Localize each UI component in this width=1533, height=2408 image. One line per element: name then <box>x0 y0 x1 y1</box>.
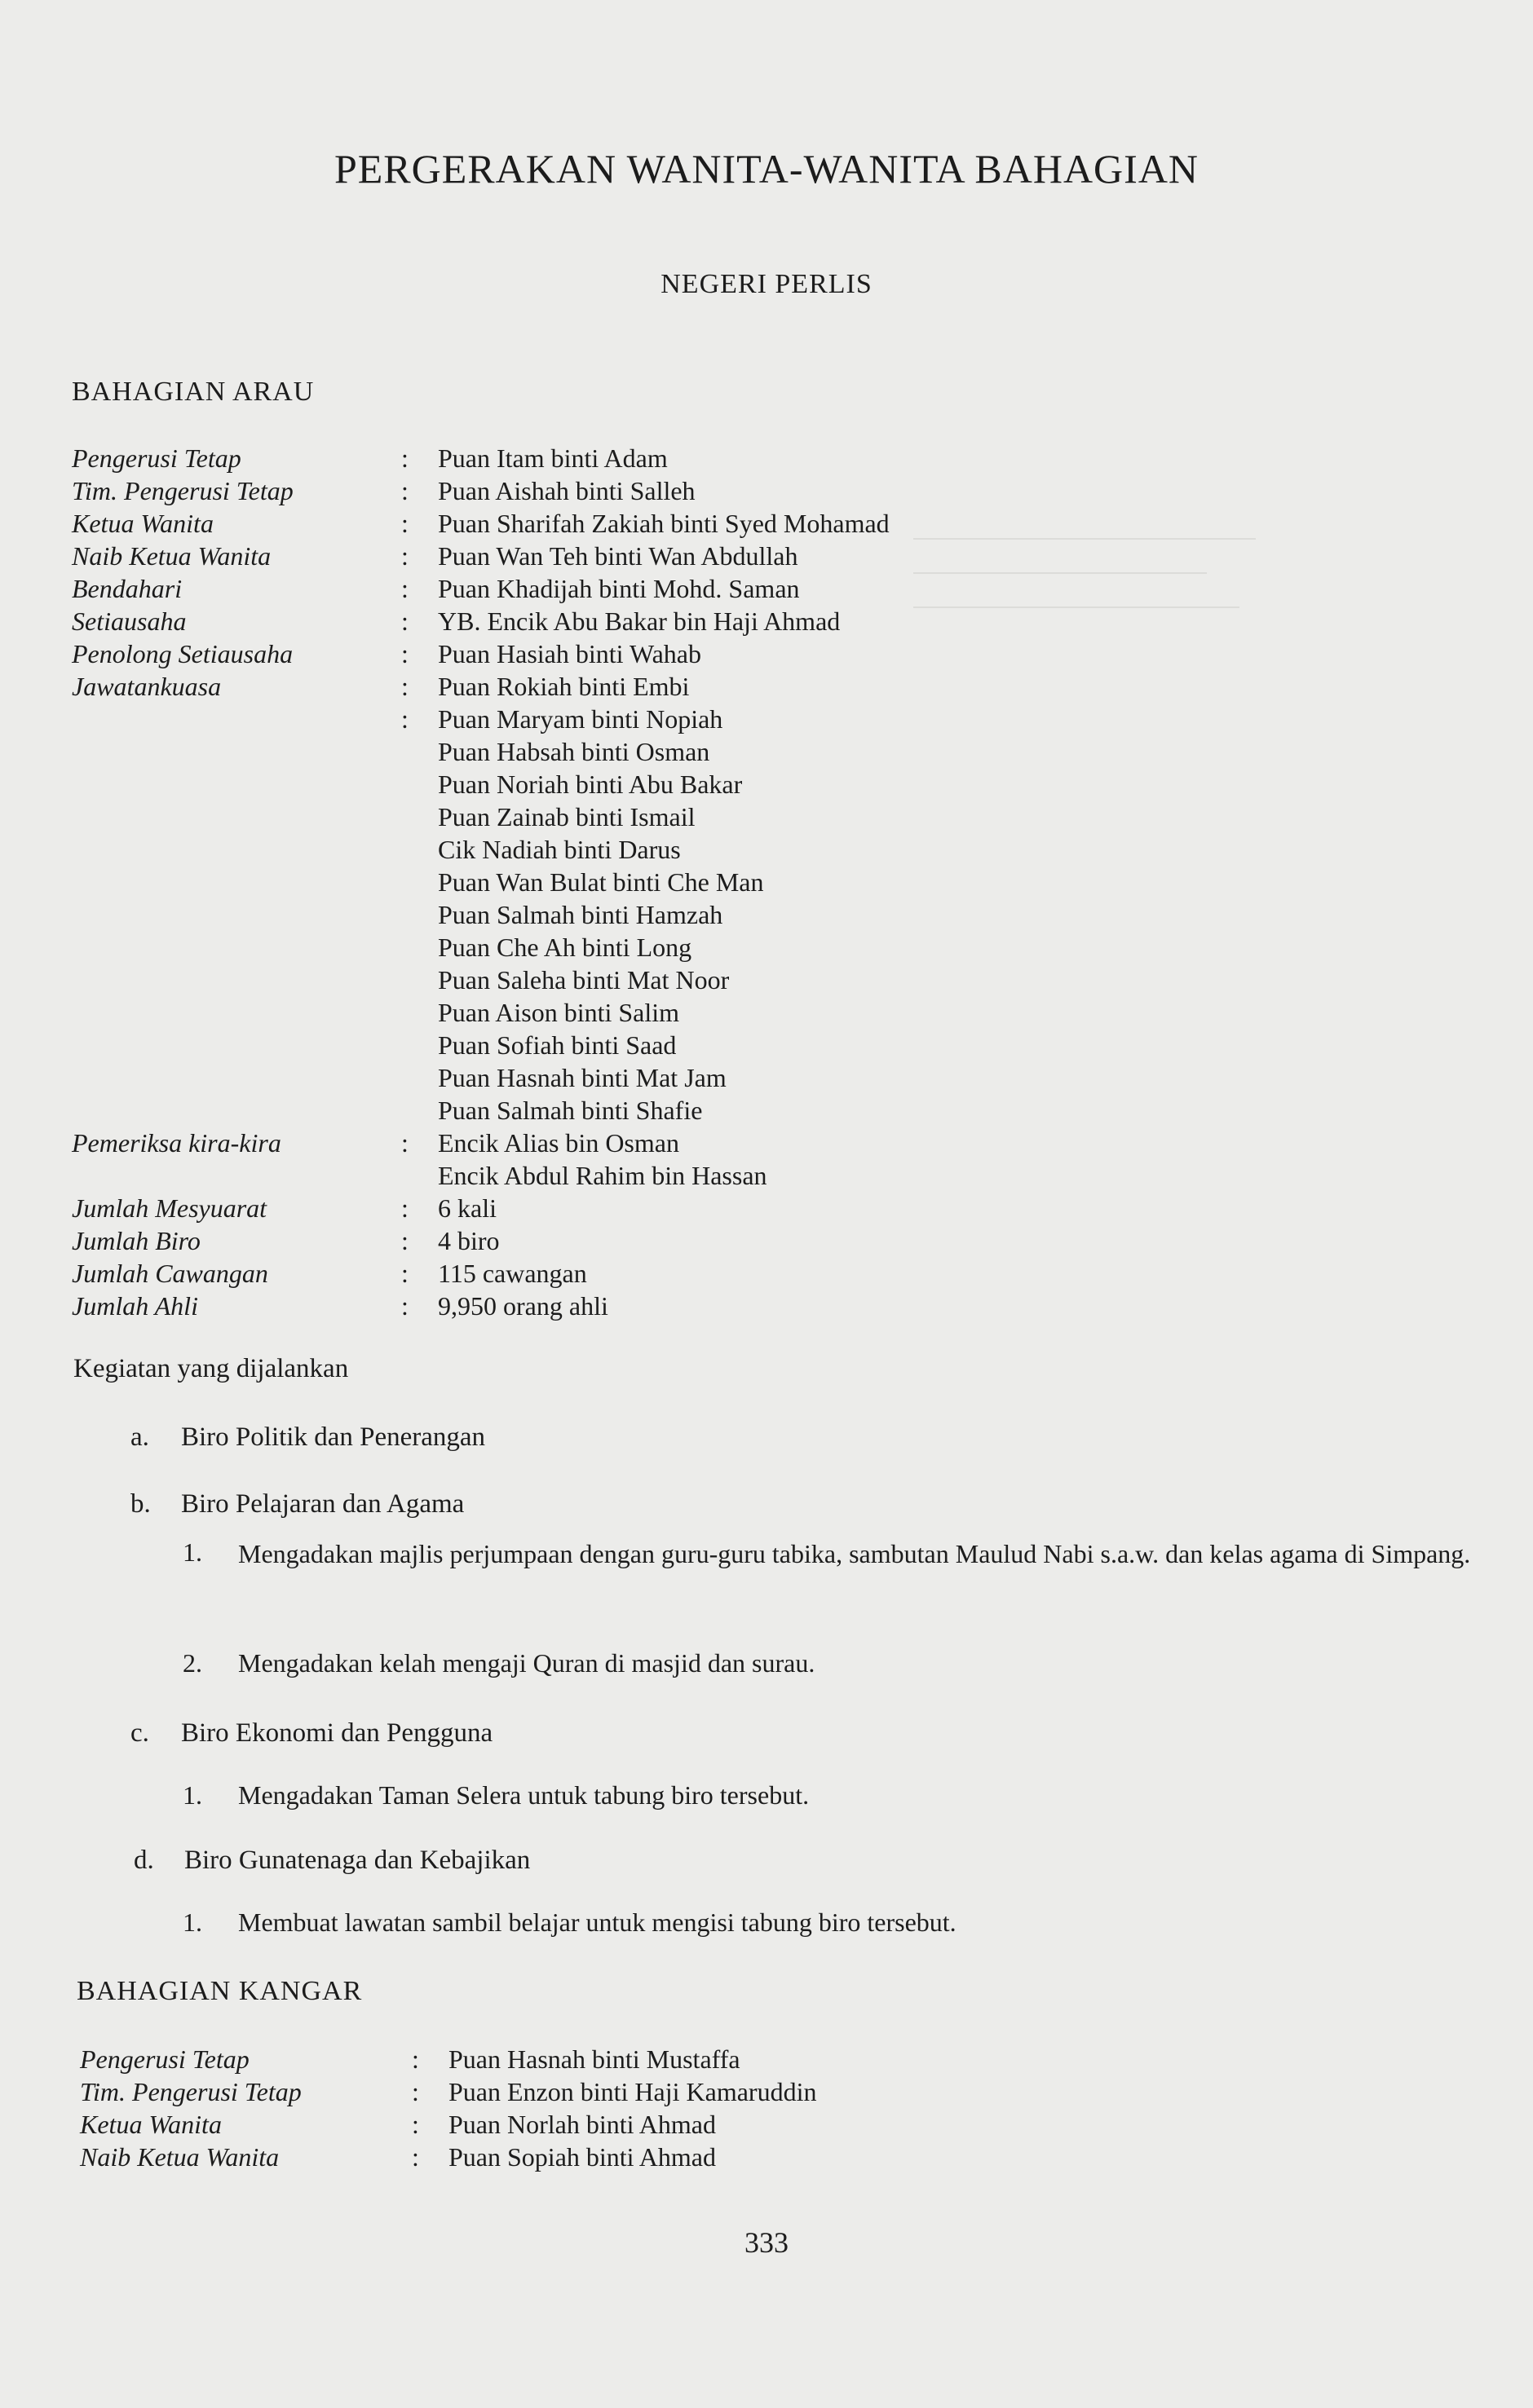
officer-name: Puan Sopiah binti Ahmad <box>448 2142 716 2172</box>
officer-role: Penolong Setiausaha <box>72 639 294 668</box>
page-subtitle: NEGERI PERLIS <box>660 269 873 299</box>
officer-role: Ketua Wanita <box>72 509 214 538</box>
officer-name: Puan Habsah binti Osman <box>438 737 710 766</box>
officer-role: Tim. Pengerusi Tetap <box>72 476 294 505</box>
officer-row <box>0 1290 1533 1322</box>
section-heading-arau: BAHAGIAN ARAU <box>72 377 315 407</box>
colon-separator: : <box>401 639 409 668</box>
item-text: Mengadakan kelah mengaji Quran di masjid dan surau. <box>238 1648 815 1678</box>
officer-name: Puan Enzon binti Haji Kamaruddin <box>448 2077 817 2106</box>
colon-separator: : <box>401 443 409 473</box>
colon-separator: : <box>401 541 409 571</box>
officer-row <box>0 1224 1533 1257</box>
item-text: Mengadakan majlis perjumpaan dengan guru-guru tabika, sambutan Maulud Nabi s.a.w. dan kelas agama di Simpang. <box>238 1539 1471 1568</box>
colon-separator: : <box>412 2077 419 2106</box>
item-marker: 1. <box>183 1780 202 1810</box>
biro-d-marker: d. <box>134 1846 154 1875</box>
officer-name: Puan Salmah binti Shafie <box>438 1096 703 1125</box>
officer-role: Jumlah Mesyuarat <box>72 1193 267 1223</box>
kangar-officers-list <box>0 2043 1533 2173</box>
officer-name: Puan Rokiah binti Embi <box>438 672 690 701</box>
officer-name: Puan Khadijah binti Mohd. Saman <box>438 574 800 603</box>
biro-a-marker: a. <box>130 1422 149 1452</box>
officer-row <box>0 1159 1533 1192</box>
colon-separator: : <box>401 509 409 538</box>
officer-row <box>0 442 1533 474</box>
officer-name: Puan Norlah binti Ahmad <box>448 2110 716 2139</box>
item-text: Mengadakan Taman Selera untuk tabung biro tersebut. <box>238 1780 810 1810</box>
officer-row <box>0 1257 1533 1290</box>
officer-role: Naib Ketua Wanita <box>72 541 272 571</box>
officer-name: Puan Hasiah binti Wahab <box>438 639 701 668</box>
colon-separator: : <box>412 2044 419 2074</box>
item-marker: 1. <box>183 1907 202 1937</box>
officer-name: Encik Abdul Rahim bin Hassan <box>438 1161 767 1190</box>
biro-a-title: Biro Politik dan Penerangan <box>181 1422 486 1452</box>
officer-name: 4 biro <box>438 1226 500 1255</box>
officer-role: Tim. Pengerusi Tetap <box>80 2077 302 2106</box>
colon-separator: : <box>401 1193 409 1223</box>
biro-c-marker: c. <box>130 1718 149 1748</box>
officer-row <box>0 1094 1533 1127</box>
officer-row <box>0 2075 1533 2108</box>
officer-role: Jumlah Cawangan <box>72 1259 268 1288</box>
colon-separator: : <box>401 1128 409 1158</box>
colon-separator: : <box>401 1291 409 1321</box>
section-heading-kangar: BAHAGIAN KANGAR <box>77 1976 363 2006</box>
officer-name: Puan Noriah binti Abu Bakar <box>438 770 743 799</box>
officer-role: Jawatankuasa <box>72 672 222 701</box>
officer-name: Puan Maryam binti Nopiah <box>438 704 723 734</box>
activities-heading: Kegiatan yang dijalankan <box>73 1354 349 1383</box>
page-title: PERGERAKAN WANITA-WANITA BAHAGIAN <box>334 146 1199 192</box>
colon-separator: : <box>401 606 409 636</box>
officer-name: Puan Zainab binti Ismail <box>438 802 696 831</box>
biro-d-title: Biro Gunatenaga dan Kebajikan <box>184 1846 531 1875</box>
officer-row <box>0 1127 1533 1159</box>
officer-role: Pengerusi Tetap <box>72 443 241 473</box>
officer-role: Ketua Wanita <box>80 2110 222 2139</box>
officer-name: Puan Wan Bulat binti Che Man <box>438 867 764 897</box>
officer-role: Pemeriksa kira-kira <box>72 1128 281 1158</box>
officer-role: Pengerusi Tetap <box>80 2044 250 2074</box>
officer-role: Jumlah Ahli <box>72 1291 198 1321</box>
officer-name: Puan Hasnah binti Mat Jam <box>438 1063 727 1092</box>
colon-separator: : <box>412 2142 419 2172</box>
officer-name: Puan Sofiah binti Saad <box>438 1030 677 1060</box>
item-marker: 2. <box>183 1648 202 1678</box>
biro-b-title: Biro Pelajaran dan Agama <box>181 1489 465 1519</box>
biro-c-title: Biro Ekonomi dan Pengguna <box>181 1718 493 1748</box>
officer-row <box>0 1029 1533 1061</box>
officer-role: Bendahari <box>72 574 183 603</box>
officer-row <box>0 2141 1533 2173</box>
officer-row <box>0 2108 1533 2141</box>
biro-b-marker: b. <box>130 1489 151 1519</box>
colon-separator: : <box>401 1259 409 1288</box>
officer-role: Setiausaha <box>72 606 187 636</box>
officer-name: 115 cawangan <box>438 1259 587 1288</box>
officer-name: Puan Salmah binti Hamzah <box>438 900 723 929</box>
officer-name: Puan Itam binti Adam <box>438 443 668 473</box>
colon-separator: : <box>401 704 409 734</box>
officer-role: Jumlah Biro <box>72 1226 201 1255</box>
colon-separator: : <box>401 476 409 505</box>
officer-role: Naib Ketua Wanita <box>80 2142 280 2172</box>
officer-name: Puan Hasnah binti Mustaffa <box>448 2044 740 2074</box>
page-number: 333 <box>744 2226 789 2259</box>
colon-separator: : <box>401 574 409 603</box>
officer-name: YB. Encik Abu Bakar bin Haji Ahmad <box>438 606 841 636</box>
colon-separator: : <box>401 672 409 701</box>
officer-name: 9,950 orang ahli <box>438 1291 608 1321</box>
officer-name: Puan Sharifah Zakiah binti Syed Mohamad <box>438 509 890 538</box>
officer-name: 6 kali <box>438 1193 497 1223</box>
officer-row <box>0 474 1533 507</box>
officer-name: Puan Aison binti Salim <box>438 998 680 1027</box>
officer-row <box>0 2043 1533 2075</box>
officer-name: Puan Saleha binti Mat Noor <box>438 965 730 995</box>
officer-row <box>0 1061 1533 1094</box>
officer-row <box>0 1192 1533 1224</box>
item-text: Membuat lawatan sambil belajar untuk mengisi tabung biro tersebut. <box>238 1907 956 1937</box>
officer-name: Encik Alias bin Osman <box>438 1128 679 1158</box>
colon-separator: : <box>412 2110 419 2139</box>
officer-name: Puan Wan Teh binti Wan Abdullah <box>438 541 798 571</box>
officer-name: Puan Che Ah binti Long <box>438 933 692 962</box>
officer-name: Puan Aishah binti Salleh <box>438 476 696 505</box>
colon-separator: : <box>401 1226 409 1255</box>
bleed-through-texture <box>913 522 1484 1027</box>
item-marker: 1. <box>183 1537 202 1567</box>
officer-name: Cik Nadiah binti Darus <box>438 835 681 864</box>
